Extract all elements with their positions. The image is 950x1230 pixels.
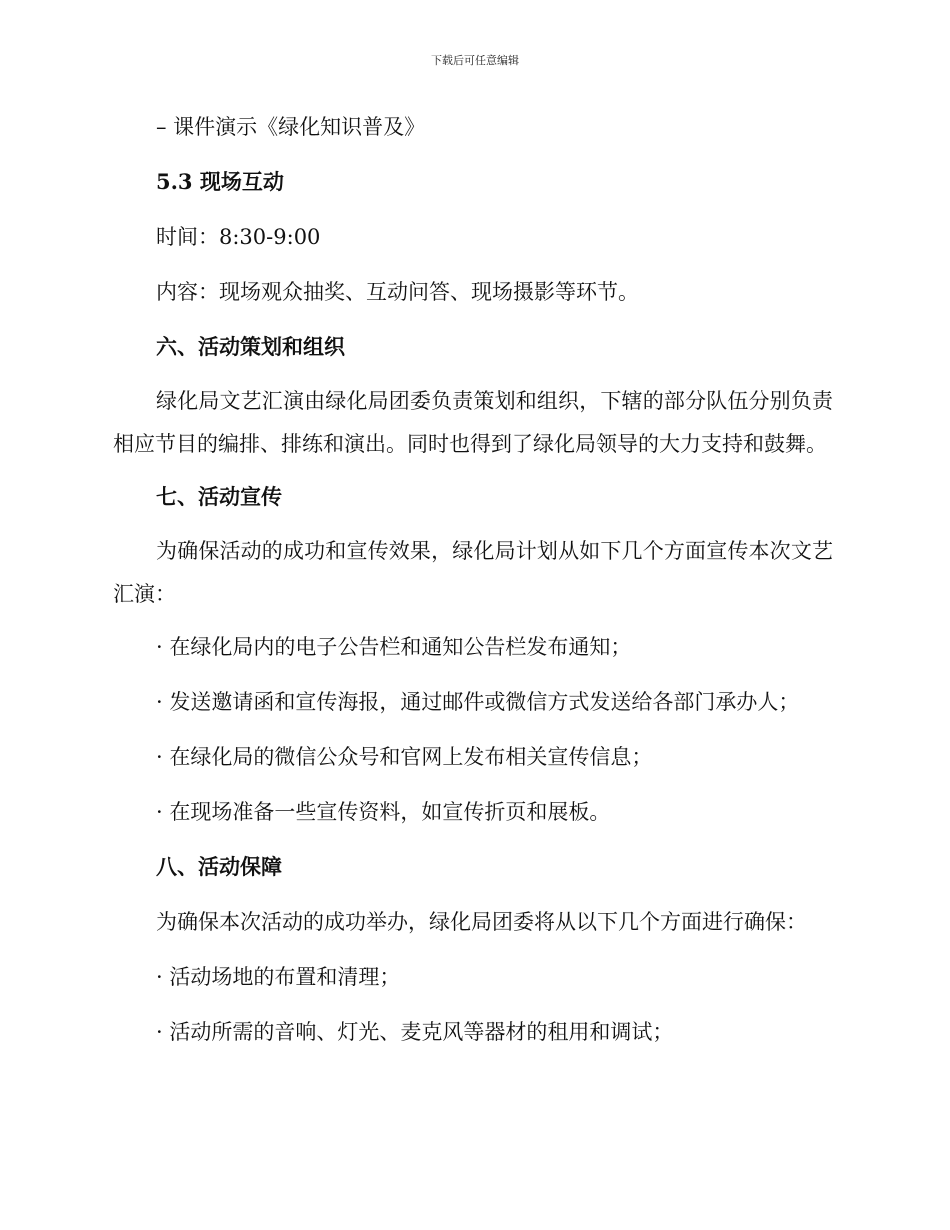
section-7-bullet-4: · 在现场准备一些宣传资料，如宣传折页和展板。 (156, 800, 611, 824)
document-body (113, 108, 833, 1068)
page-header: 下载后可任意编辑 (431, 54, 519, 67)
section-7-paragraph: 为确保活动的成功和宣传效果，绿化局计划从如下几个方面宣传本次文艺汇演： (113, 539, 833, 606)
section-7-title: 七、活动宣传 (156, 484, 282, 509)
section-8-intro: 为确保本次活动的成功举办，绿化局团委将从以下几个方面进行确保： (156, 910, 807, 934)
section-8-title: 八、活动保障 (156, 854, 282, 879)
section-6-title: 六、活动策划和组织 (156, 334, 345, 359)
section-5-3-title: 5.3 现场互动 (156, 169, 284, 194)
section-7-bullet-3: · 在绿化局的微信公众号和官网上发布相关宣传信息； (156, 745, 653, 769)
section-6-paragraph: 绿化局文艺汇演由绿化局团委负责策划和组织，下辖的部分队伍分别负责相应节目的编排、排练和演出。同时也得到了绿化局领导的大力支持和鼓舞。 (113, 389, 833, 456)
section-8-bullet-1: · 活动场地的布置和清理； (156, 965, 401, 989)
courseware-line: – 课件演示《绿化知识普及》 (156, 115, 426, 139)
section-5-3-time: 时间：8:30-9:00 (156, 225, 321, 249)
section-8-bullet-2: · 活动所需的音响、灯光、麦克风等器材的租用和调试； (156, 1020, 674, 1044)
section-7-bullet-1: · 在绿化局内的电子公告栏和通知公告栏发布通知； (156, 635, 632, 659)
section-7-bullet-2: · 发送邀请函和宣传海报，通过邮件或微信方式发送给各部门承办人； (156, 690, 800, 714)
section-5-3-content: 内容：现场观众抽奖、互动问答、现场摄影等环节。 (156, 280, 639, 304)
